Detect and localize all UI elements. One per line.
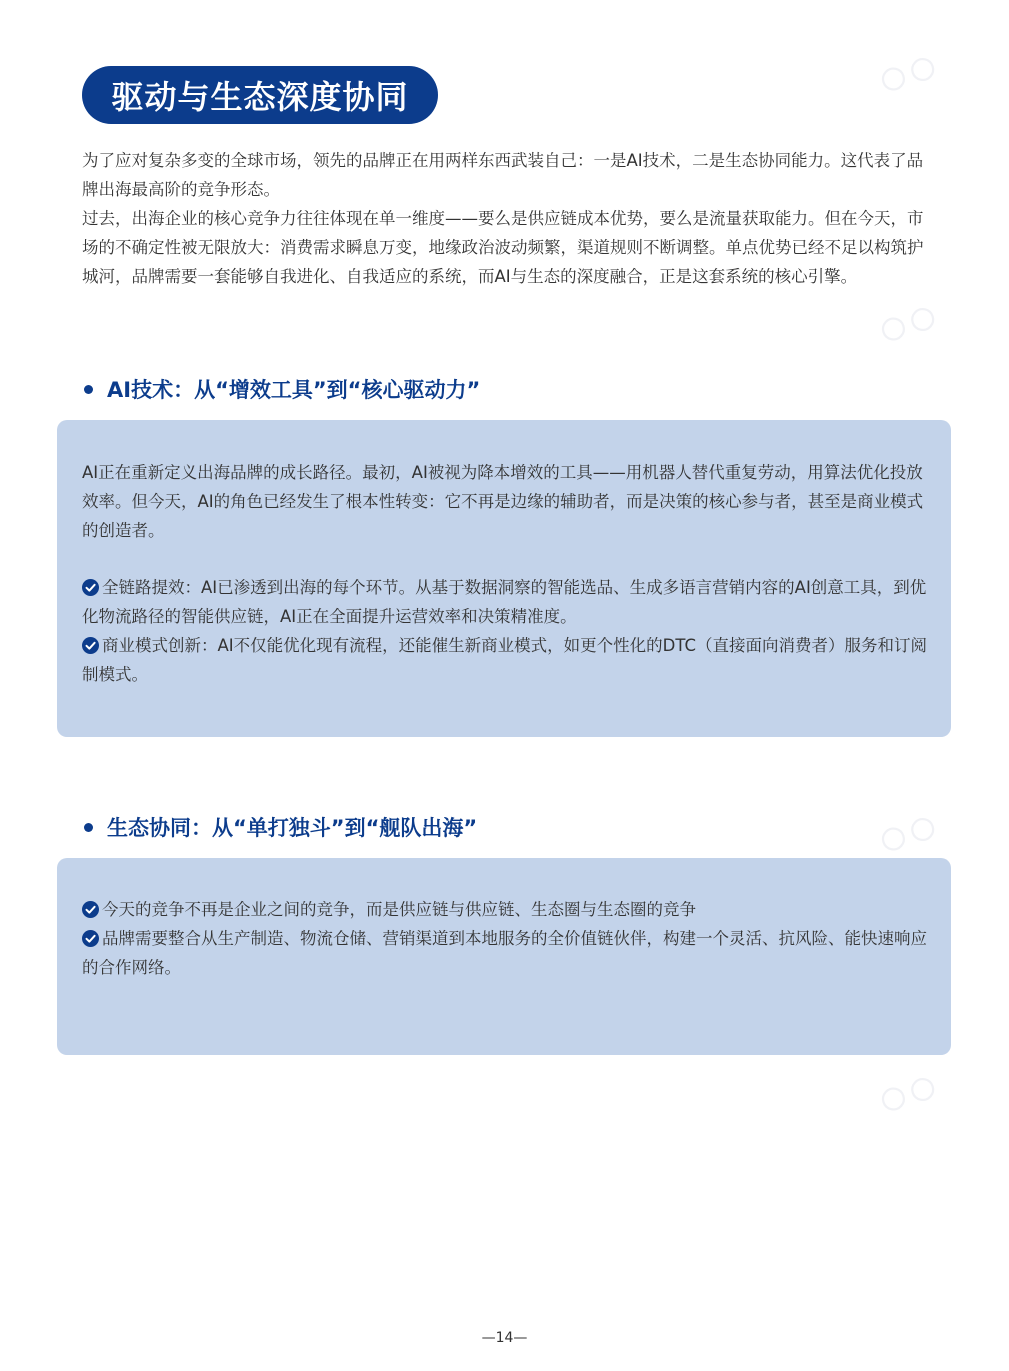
page-number: —14— [481, 1330, 528, 1346]
check-list-item [82, 924, 933, 982]
section-heading-ai [84, 374, 480, 404]
check-item-text: 品牌需要整合从生产制造、物流仓储、营销渠道到本地服务的全价值链伙伴，构建一个灵活、抗风险、能快速响应的合作网络。 [82, 929, 927, 977]
watermark-logo: ◯ ◯ [877, 302, 938, 343]
check-circle-icon [82, 930, 99, 947]
page-title: 驱动与生态深度协同 [111, 78, 409, 116]
check-item-text: 今天的竞争不再是企业之间的竞争，而是供应链与供应链、生态圈与生态圈的竞争 [102, 900, 696, 919]
watermark-logo: ◯ ◯ [877, 1072, 938, 1113]
check-circle-icon [82, 579, 99, 596]
section-heading-ecosystem [84, 812, 477, 842]
page-title-pill [82, 66, 438, 124]
intro-paragraph: 过去，出海企业的核心竞争力往往体现在单一维度——要么是供应链成本优势，要么是流量获取能力。但在今天，市场的不确定性被无限放大：消费需求瞬息万变，地缘政治波动频繁，渠道规则不断调整。单点优势已经不足以构筑护城河，品牌需要一套能够自我进化、自我适应的系统，而AI与生态的深度融合，正是这套系统的核心引擎。 [82, 209, 924, 286]
check-list-item [82, 895, 933, 924]
section-card-ecosystem [57, 858, 951, 1055]
bullet-dot-icon [84, 823, 93, 832]
watermark-logo: ◯ ◯ [877, 52, 938, 93]
check-circle-icon [82, 637, 99, 654]
check-item-text: 商业模式创新：AI不仅能优化现有流程，还能催生新商业模式，如更个性化的DTC（直接面向消费者）服务和订阅制模式。 [82, 636, 927, 684]
section-card-ai [57, 420, 951, 737]
check-item-text: 全链路提效：AI已渗透到出海的每个环节。从基于数据洞察的智能选品、生成多语言营销内容的AI创意工具，到优化物流路径的智能供应链，AI正在全面提升运营效率和决策精准度。 [82, 578, 927, 626]
intro-text [82, 146, 932, 291]
check-circle-icon [82, 901, 99, 918]
check-list-item [82, 631, 933, 689]
watermark-logo: ◯ ◯ [877, 812, 938, 853]
bullet-dot-icon [84, 385, 93, 394]
check-list-item [82, 573, 933, 631]
section-heading-text: 生态协同：从“单打独斗”到“舰队出海” [107, 816, 478, 840]
section-heading-text: AI技术：从“增效工具”到“核心驱动力” [107, 378, 481, 402]
card-paragraph: AI正在重新定义出海品牌的成长路径。最初，AI被视为降本增效的工具——用机器人替代重复劳动，用算法优化投放效率。但今天，AI的角色已经发生了根本性转变：它不再是边缘的辅助者，而是决策的核心参与者，甚至是商业模式的创造者。 [82, 463, 924, 540]
intro-paragraph: 为了应对复杂多变的全球市场，领先的品牌正在用两样东西武装自己：一是AI技术，二是生态协同能力。这代表了品牌出海最高阶的竞争形态。 [82, 151, 924, 199]
